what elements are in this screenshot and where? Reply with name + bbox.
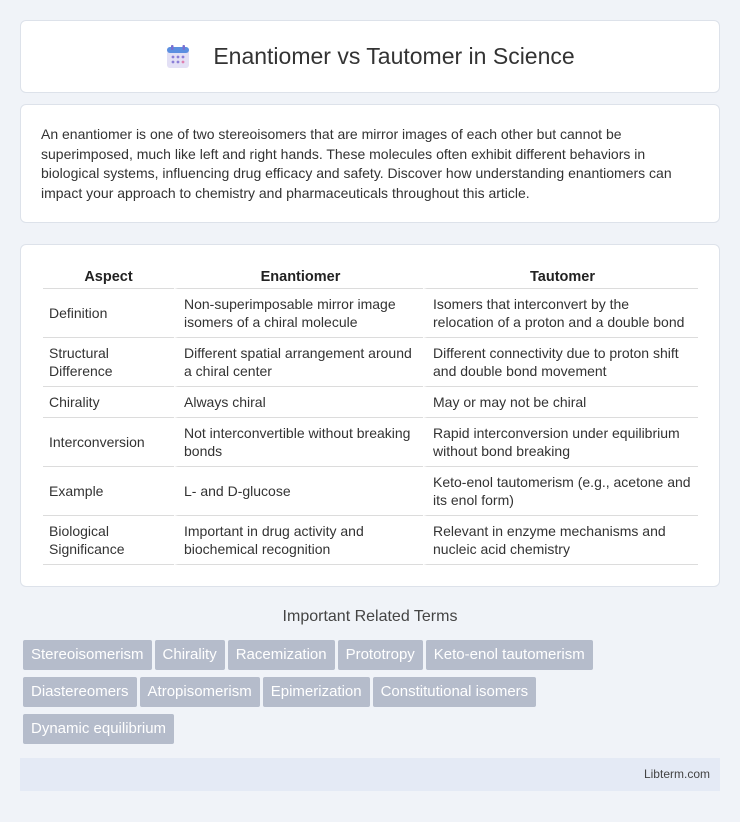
table-cell: Important in drug activity and biochemical recognition xyxy=(174,516,423,565)
table-cell: Different spatial arrangement around a chiral center xyxy=(174,338,423,387)
tag-epimerization[interactable]: Epimerization xyxy=(263,677,370,707)
header-enantiomer: Enantiomer xyxy=(174,266,423,289)
table-row xyxy=(43,516,698,565)
header-card xyxy=(20,20,720,93)
table-cell: Biological Significance xyxy=(43,516,174,565)
footer-link[interactable]: Libterm.com xyxy=(643,767,710,781)
table-cell: Non-superimposable mirror image isomers of a chiral molecule xyxy=(174,289,423,338)
table-cell: May or may not be chiral xyxy=(423,387,698,418)
table-cell: Not interconvertible without breaking bonds xyxy=(174,418,423,467)
tag-dynamic-equilibrium[interactable]: Dynamic equilibrium xyxy=(23,714,174,744)
table-row xyxy=(43,387,698,418)
table-cell: Rapid interconversion under equilibrium without bond breaking xyxy=(423,418,698,467)
footer xyxy=(20,758,720,791)
tag-atropisomerism[interactable]: Atropisomerism xyxy=(140,677,260,707)
table-cell: Example xyxy=(43,467,174,516)
header-aspect: Aspect xyxy=(43,266,174,289)
table-cell: Isomers that interconvert by the relocation of a proton and a double bond xyxy=(423,289,698,338)
page-title: Enantiomer vs Tautomer in Science xyxy=(213,43,575,69)
header-inner xyxy=(165,43,574,70)
tag-keto-enol-tautomerism[interactable]: Keto-enol tautomerism xyxy=(426,640,593,670)
related-terms-tags xyxy=(23,640,723,751)
table-header-row xyxy=(43,266,698,289)
table-cell: Chirality xyxy=(43,387,174,418)
table-row xyxy=(43,289,698,338)
table-row xyxy=(43,467,698,516)
tag-chirality[interactable]: Chirality xyxy=(155,640,225,670)
table-cell: L- and D-glucose xyxy=(174,467,423,516)
intro-card xyxy=(20,104,720,223)
comparison-table xyxy=(43,266,698,565)
table-cell: Interconversion xyxy=(43,418,174,467)
table-row xyxy=(43,338,698,387)
tag-diastereomers[interactable]: Diastereomers xyxy=(23,677,137,707)
tag-racemization[interactable]: Racemization xyxy=(228,640,335,670)
table-cell: Relevant in enzyme mechanisms and nucleic acid chemistry xyxy=(423,516,698,565)
calendar-icon xyxy=(165,44,191,70)
table-cell: Definition xyxy=(43,289,174,338)
tag-prototropy[interactable]: Prototropy xyxy=(338,640,423,670)
tag-constitutional-isomers[interactable]: Constitutional isomers xyxy=(373,677,537,707)
table-cell: Keto-enol tautomerism (e.g., acetone and its enol form) xyxy=(423,467,698,516)
table-cell: Different connectivity due to proton shift and double bond movement xyxy=(423,338,698,387)
intro-text: An enantiomer is one of two stereoisomers that are mirror images of each other but cannot be superimposed, much like left and right hands. These molecules often exhibit different behaviors in biological systems, influencing drug efficacy and safety. Discover how understanding enantiomers can impact your approach to chemistry and pharmaceuticals throughout this article. xyxy=(41,126,672,201)
table-cell: Structural Difference xyxy=(43,338,174,387)
related-terms-title: Important Related Terms xyxy=(282,608,458,625)
table-cell: Always chiral xyxy=(174,387,423,418)
table-row xyxy=(43,418,698,467)
tag-stereoisomerism[interactable]: Stereoisomerism xyxy=(23,640,152,670)
header-tautomer: Tautomer xyxy=(423,266,698,289)
comparison-card xyxy=(20,244,720,587)
